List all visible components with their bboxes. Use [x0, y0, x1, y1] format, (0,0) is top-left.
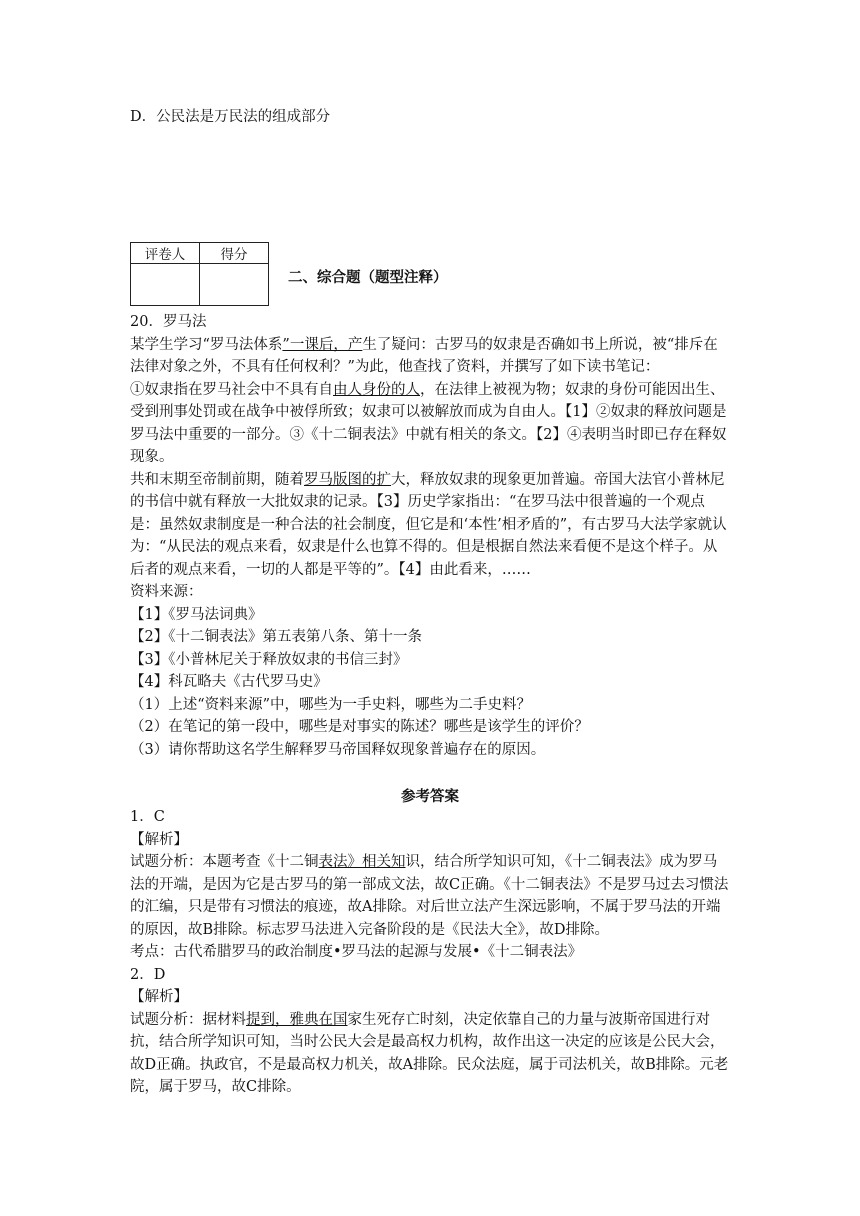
source-item: 【1】《罗马法词典》: [130, 606, 263, 623]
grader-header: 评卷人: [131, 243, 200, 264]
answer-1-analysis: 试题分析：本题考查《十二铜表法》相关知识，结合所学知识可知，《十二铜表法》成为罗马法的开端，是因为它是古罗马的第一部成文法，故C正确。《十二铜表法》不是罗马过去习惯法的汇编，只是带有习惯法的痕迹，故A排除。对后世立法产生深远影响，不属于罗马法的开端的原因，故B排除。标志罗马法进入完备阶段的是《民法大全》，故D排除。: [130, 854, 729, 938]
answer-2-number: 2．D: [130, 966, 166, 983]
question-title: 20．罗马法: [130, 314, 207, 330]
answers-title: 参考答案: [401, 789, 459, 805]
subquestion: （2）在笔记的第一段中，哪些是对事实的陈述？哪些是该学生的评价？: [130, 719, 589, 735]
source-item: 【2】《十二铜表法》第五表第八条、第十一条: [130, 629, 422, 645]
note-paragraph-2: 共和末期至帝制前期，随着罗马版图的扩大，释放奴隶的现象更加普遍。帝国大法官小普林尼的书信中就有释放一大批奴隶的记录。【3】历史学家指出：“在罗马法中很普遍的一个观点是：虽然奴隶制度是一种合法的社会制度，但它是和‘本性’相矛盾的”，有古罗马大法学家就认为：“从民法的观点来看，奴隶是什么也算不得的。但是根据自然法来看便不是这个样子。从后者的观点来看，一切的人都是平等的”。【4】由此看来，……: [130, 471, 727, 578]
section-title: 二、综合题（题型注释）: [288, 270, 448, 286]
answer-2-analysis: 试题分析：据材料提到，雅典在国家生死存亡时刻，决定依靠自己的力量与波斯帝国进行对抗，结合所学知识可知，当时公民大会是最高权力机构，故作出这一决定的应该是公民大会，故D正确。执政官，不是最高权力机关，故A排除。民众法庭，属于司法机关，故B排除。元老院，属于罗马，故C排除。: [130, 1011, 729, 1095]
source-item: 【3】《小普林尼关于释放奴隶的书信三封》: [130, 651, 408, 668]
subquestion: （1）上述“资料来源”中，哪些为一手史料，哪些为二手史料？: [130, 696, 532, 713]
question-intro: 某学生学习“罗马法体系”一课后，产生了疑问：古罗马的奴隶是否确如书上所说，被“排斥在法律对象之外，不具有任何权利？”为此，他查找了资料，并撰写了如下读书笔记：: [130, 336, 718, 375]
answer-1-label: 【解析】: [130, 831, 188, 848]
answer-2-label: 【解析】: [130, 989, 188, 1005]
note-paragraph-1: ①奴隶指在罗马社会中不具有自由人身份的人，在法律上被视为物；奴隶的身份可能因出生、受到刑事处罚或在战争中被俘所致；奴隶可以被解放而成为自由人。【1】②奴隶的释放问题是罗马法中重要的一部分。③《十二铜表法》中就有相关的条文。【2】④表明当时即已存在释奴现象。: [130, 381, 727, 465]
answers: [130, 806, 730, 1099]
score-header: 得分: [200, 243, 269, 264]
sources-label: 资料来源：: [130, 584, 203, 600]
answer-1-kaodian: 考点：古代希腊罗马的政治制度•罗马法的起源与发展•《十二铜表法》: [130, 944, 583, 960]
grader-cell[interactable]: [131, 264, 200, 306]
score-table: [130, 242, 269, 306]
score-cell[interactable]: [200, 264, 269, 306]
subquestion: （3）请你帮助这名学生解释罗马帝国释奴现象普遍存在的原因。: [130, 741, 546, 758]
source-item: 【4】科瓦略夫《古代罗马史》: [130, 674, 328, 690]
question-20: [130, 311, 730, 761]
option-d: D．公民法是万民法的组成部分: [130, 109, 331, 125]
answer-1-number: 1．C: [130, 809, 165, 825]
